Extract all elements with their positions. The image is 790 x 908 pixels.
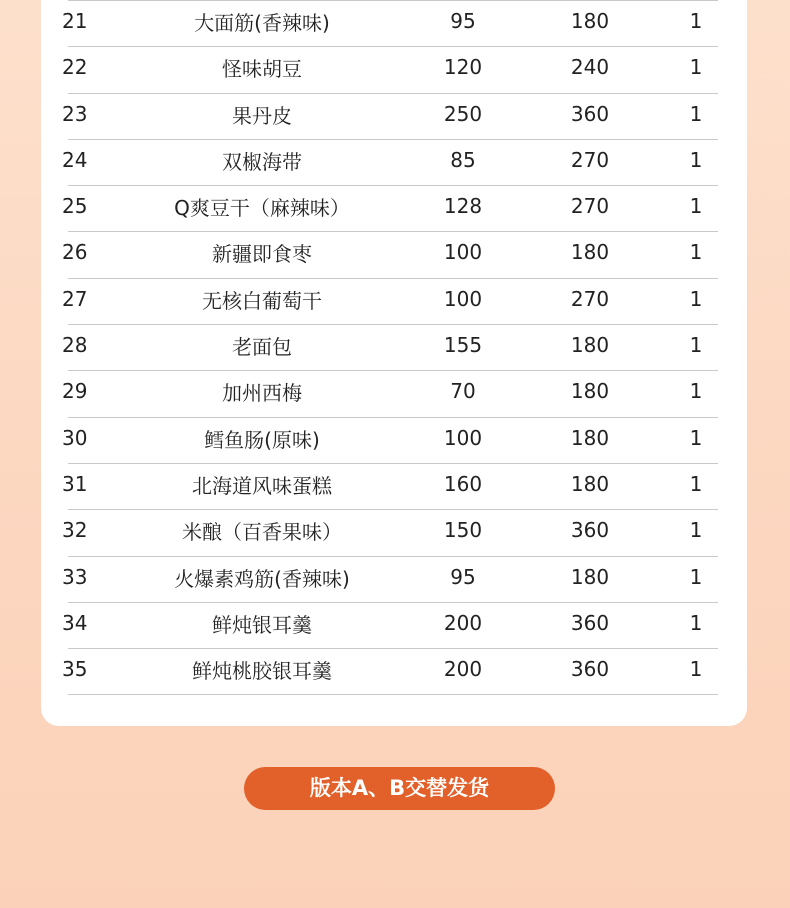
value-col-b: 360 [570, 101, 610, 126]
table-row [62, 371, 718, 417]
quantity: 1 [689, 286, 703, 311]
value-col-a: 155 [443, 333, 483, 358]
product-name: 鳕鱼肠(原味) [204, 427, 320, 452]
table-row [62, 232, 718, 278]
table-row [62, 140, 718, 186]
row-number: 24 [62, 147, 88, 172]
product-name: 新疆即食枣 [212, 242, 312, 267]
row-number: 34 [62, 610, 88, 635]
value-col-b: 240 [570, 55, 610, 80]
value-col-a: 85 [450, 147, 476, 172]
table-row [62, 510, 718, 556]
product-table [62, 0, 718, 695]
quantity: 1 [689, 55, 703, 80]
value-col-a: 200 [443, 657, 483, 682]
value-col-a: 200 [443, 610, 483, 635]
product-name: 大面筋(香辣味) [194, 11, 330, 35]
value-col-b: 360 [570, 657, 610, 682]
row-number: 23 [62, 101, 88, 126]
shipping-note-badge: 版本A、B交替发货 [244, 767, 555, 810]
product-name: 双椒海带 [222, 149, 302, 174]
row-number: 25 [62, 194, 88, 219]
value-col-a: 95 [450, 9, 476, 33]
product-name: 加州西梅 [222, 381, 302, 406]
product-name: 北海道风味蛋糕 [192, 473, 332, 498]
value-col-b: 180 [570, 564, 610, 589]
quantity: 1 [689, 147, 703, 172]
quantity: 1 [689, 564, 703, 589]
quantity: 1 [689, 518, 703, 543]
row-number: 26 [62, 240, 88, 265]
table-row [62, 0, 718, 47]
table-row [62, 649, 718, 695]
table-row [62, 557, 718, 603]
value-col-b: 180 [570, 240, 610, 265]
value-col-a: 70 [450, 379, 476, 404]
value-col-b: 270 [570, 194, 610, 219]
quantity: 1 [689, 471, 703, 496]
quantity: 1 [689, 425, 703, 450]
table-row [62, 325, 718, 371]
value-col-b: 270 [570, 147, 610, 172]
product-name: 果丹皮 [232, 103, 292, 128]
value-col-a: 120 [443, 55, 483, 80]
row-number: 31 [62, 471, 88, 496]
value-col-b: 270 [570, 286, 610, 311]
quantity: 1 [689, 194, 703, 219]
value-col-a: 128 [443, 194, 483, 219]
product-name: 鲜炖桃胶银耳羹 [192, 659, 332, 684]
row-number: 32 [62, 518, 88, 543]
product-name: 鲜炖银耳羹 [212, 612, 312, 637]
value-col-b: 180 [570, 425, 610, 450]
value-col-b: 180 [570, 9, 610, 33]
quantity: 1 [689, 379, 703, 404]
product-name: 怪味胡豆 [222, 57, 302, 82]
value-col-a: 100 [443, 425, 483, 450]
table-row [62, 603, 718, 649]
product-name: 米酿（百香果味） [182, 520, 342, 545]
row-number: 35 [62, 657, 88, 682]
product-name: 火爆素鸡筋(香辣味) [174, 566, 350, 591]
table-row [62, 464, 718, 510]
value-col-a: 150 [443, 518, 483, 543]
row-number: 22 [62, 55, 88, 80]
product-name: Q爽豆干（麻辣味） [174, 196, 350, 221]
row-number: 27 [62, 286, 88, 311]
row-number: 33 [62, 564, 88, 589]
value-col-b: 180 [570, 471, 610, 496]
product-name: 无核白葡萄干 [202, 288, 322, 313]
quantity: 1 [689, 9, 703, 33]
value-col-a: 100 [443, 286, 483, 311]
quantity: 1 [689, 333, 703, 358]
value-col-b: 360 [570, 518, 610, 543]
product-name: 老面包 [232, 335, 292, 360]
table-row [62, 94, 718, 140]
value-col-a: 250 [443, 101, 483, 126]
value-col-a: 100 [443, 240, 483, 265]
quantity: 1 [689, 240, 703, 265]
row-number: 30 [62, 425, 88, 450]
table-row [62, 418, 718, 464]
value-col-b: 180 [570, 333, 610, 358]
table-row [62, 279, 718, 325]
row-number: 28 [62, 333, 88, 358]
table-row [62, 47, 718, 93]
value-col-b: 180 [570, 379, 610, 404]
quantity: 1 [689, 101, 703, 126]
value-col-b: 360 [570, 610, 610, 635]
quantity: 1 [689, 657, 703, 682]
row-number: 21 [62, 9, 88, 33]
row-number: 29 [62, 379, 88, 404]
table-row [62, 186, 718, 232]
value-col-a: 95 [450, 564, 476, 589]
quantity: 1 [689, 610, 703, 635]
value-col-a: 160 [443, 471, 483, 496]
